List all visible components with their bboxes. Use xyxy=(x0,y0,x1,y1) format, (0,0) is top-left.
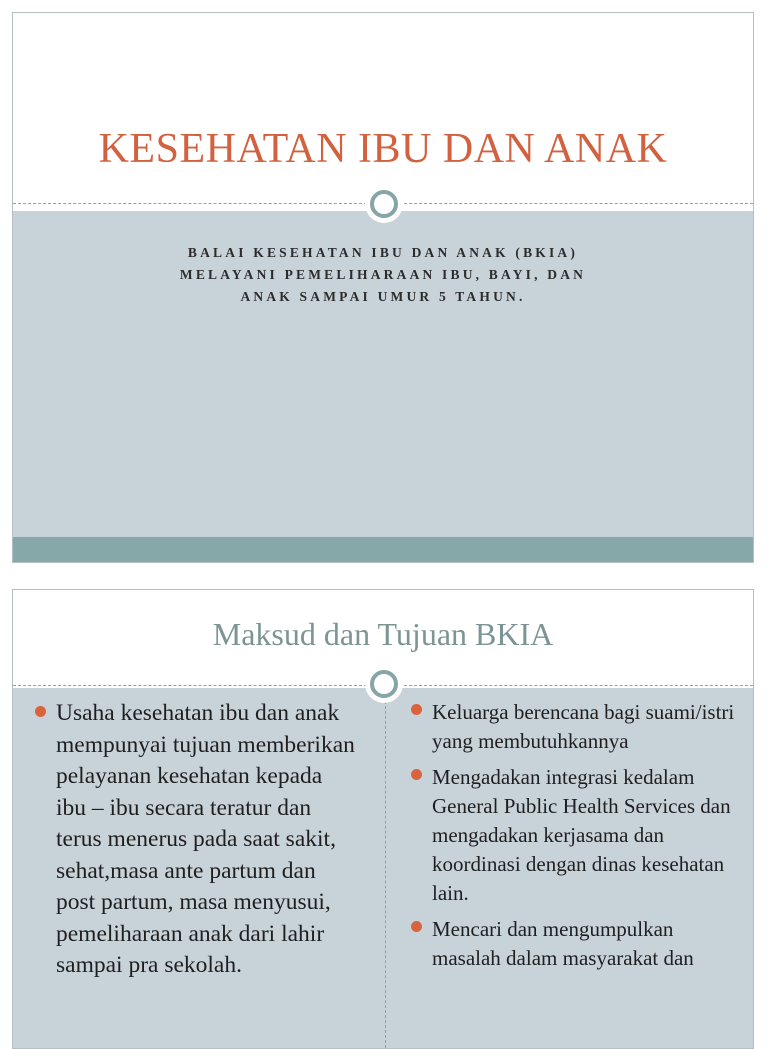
right-column xyxy=(411,698,746,980)
slide-content-heading: Maksud dan Tujuan BKIA xyxy=(212,616,554,652)
bullet-dot-icon xyxy=(411,704,422,715)
list-item xyxy=(411,698,746,756)
slide-content xyxy=(12,589,754,1049)
circle-ornament-icon xyxy=(365,665,403,703)
teal-footer-band xyxy=(13,537,753,563)
list-item-text: Keluarga berencana bagi suami/istri yang membutuhkannya xyxy=(432,700,735,753)
list-item-text: Mencari dan mengumpulkan masalah dalam masyarakat dan xyxy=(432,917,694,970)
subtitle-line: BALAI KESEHATAN IBU DAN ANAK (BKIA) xyxy=(187,245,579,260)
slide-title xyxy=(12,12,754,563)
subtitle-line: MELAYANI PEMELIHARAAN IBU, BAYI, DAN xyxy=(179,267,587,282)
subtitle-line: ANAK SAMPAI UMUR 5 TAHUN. xyxy=(240,289,526,304)
column-divider xyxy=(385,686,386,1048)
circle-ornament-icon xyxy=(365,185,403,223)
bullet-dot-icon xyxy=(35,706,46,717)
slide-title-heading: KESEHATAN IBU DAN ANAK xyxy=(98,126,668,172)
list-item-text: Usaha kesehatan ibu dan anak mempunyai tujuan memberikan pelayanan kesehatan kepada ibu – ibu secara teratur dan terus menerus pada saat sakit, sehat,masa ante partum dan post partum, masa menyusui, pemeliharaan anak dari lahir sampai pra sekolah. xyxy=(56,700,355,978)
list-item xyxy=(411,915,746,973)
slide-subtitle xyxy=(113,242,653,308)
left-column xyxy=(35,698,355,982)
bullet-dot-icon xyxy=(411,769,422,780)
list-item-text: Mengadakan integrasi kedalam General Public Health Services dan mengadakan kerjasama dan koordinasi dengan dinas kesehatan lain. xyxy=(432,765,731,905)
list-item xyxy=(35,698,355,982)
list-item xyxy=(411,763,746,908)
bullet-dot-icon xyxy=(411,921,422,932)
